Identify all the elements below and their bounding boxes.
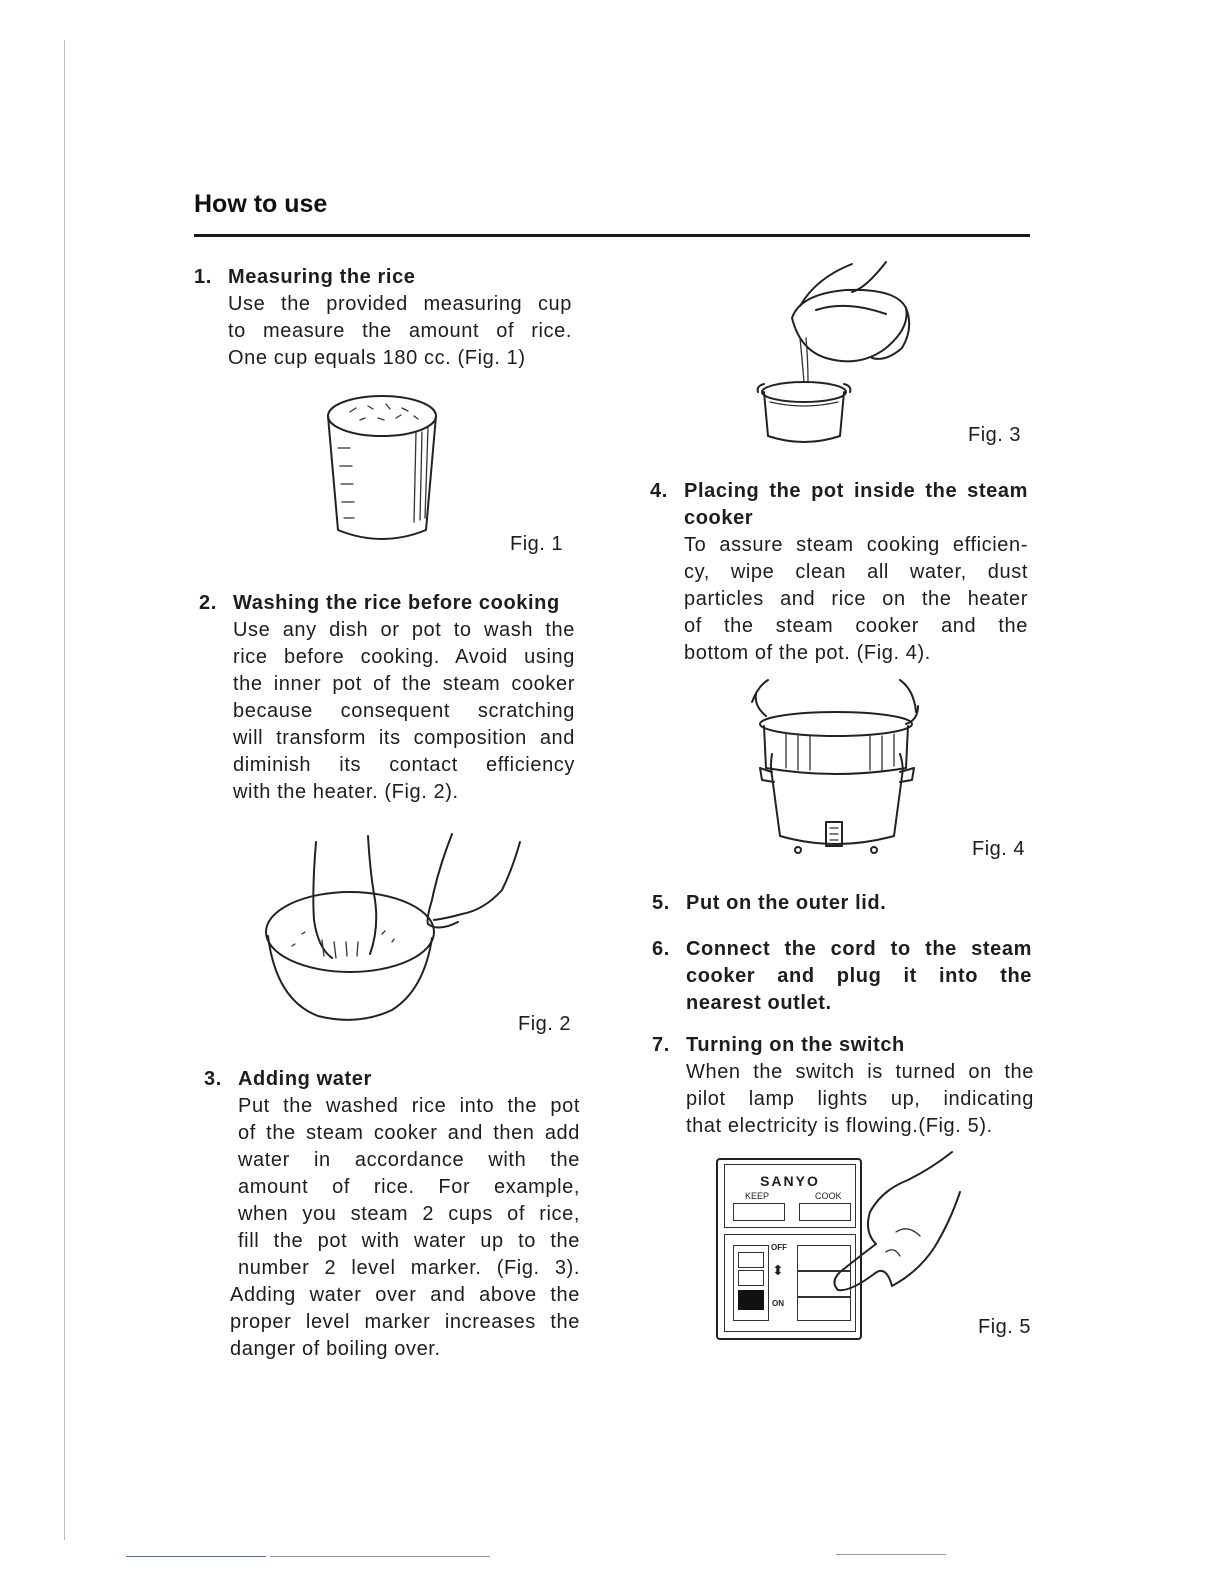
step-body-line: that electricity is flowing.(Fig. 5). xyxy=(686,1115,993,1137)
fig-5-label: Fig. 5 xyxy=(978,1316,1032,1338)
step-heading-line: cooker xyxy=(684,507,754,529)
step-body-line: particles and rice on the heater xyxy=(684,588,1028,610)
step-body-line: because consequent scratching xyxy=(233,700,575,722)
cook-label: COOK xyxy=(815,1191,842,1201)
step-body-line: of the steam cooker and then add xyxy=(238,1122,580,1144)
fig-3-label: Fig. 3 xyxy=(968,424,1022,446)
fig-4-label: Fig. 4 xyxy=(972,838,1026,860)
switch-segment xyxy=(738,1270,764,1286)
step-6 xyxy=(652,936,1032,1017)
step-body-line: pilot lamp lights up, indicating xyxy=(686,1088,1034,1110)
step-5 xyxy=(652,890,1028,917)
step-heading: Put on the outer lid. xyxy=(686,892,887,914)
step-heading: Measuring the rice xyxy=(228,266,416,288)
step-body-line: fill the pot with water up to the xyxy=(238,1230,580,1252)
step-body-line: with the heater. (Fig. 2). xyxy=(233,781,459,803)
step-body-line: number 2 level marker. (Fig. 3). xyxy=(238,1257,580,1279)
step-body-line: Adding water over and above the xyxy=(230,1284,580,1306)
scan-artifact-line xyxy=(270,1556,490,1557)
step-heading: Washing the rice before cooking xyxy=(233,592,560,614)
keep-label: KEEP xyxy=(745,1191,770,1201)
step-body-line: danger of boiling over. xyxy=(230,1338,441,1360)
step-body-line: Put the washed rice into the pot xyxy=(238,1095,580,1117)
step-body-line: cy, wipe clean all water, dust xyxy=(684,561,1028,583)
step-body-line: One cup equals 180 cc. (Fig. 1) xyxy=(228,347,526,369)
placing-pot-illustration xyxy=(750,676,930,862)
step-heading: Adding water xyxy=(238,1068,372,1090)
step-body-line: bottom of the pot. (Fig. 4). xyxy=(684,642,931,664)
step-heading-line: Connect the cord to the steam xyxy=(686,938,1032,960)
step-heading-line: Placing the pot inside the steam xyxy=(684,480,1028,502)
switch-segment xyxy=(738,1252,764,1268)
washing-bowl-illustration xyxy=(262,830,532,1030)
step-3 xyxy=(204,1066,580,1363)
step-body-line: diminish its contact efficiency xyxy=(233,754,575,776)
step-body-line: to measure the amount of rice. xyxy=(228,320,572,342)
pouring-water-illustration xyxy=(756,258,926,448)
step-heading-line: nearest outlet. xyxy=(686,992,832,1014)
fig-2-label: Fig. 2 xyxy=(518,1013,572,1035)
switch-knob[interactable] xyxy=(738,1290,764,1310)
step-body-line: amount of rice. For example, xyxy=(238,1176,580,1198)
measuring-cup-illustration xyxy=(320,392,450,552)
step-number: 5. xyxy=(652,892,670,914)
switch-slot[interactable] xyxy=(733,1245,769,1321)
step-body-line: To assure steam cooking efficien- xyxy=(684,534,1028,556)
step-body-line: Use the provided measuring cup xyxy=(228,293,572,315)
step-number: 1. xyxy=(194,266,212,288)
keep-lamp xyxy=(733,1203,785,1221)
step-number: 2. xyxy=(199,592,217,614)
off-label: OFF xyxy=(771,1243,787,1252)
step-body-line: Use any dish or pot to wash the xyxy=(233,619,575,641)
step-number: 6. xyxy=(652,938,670,960)
step-body-line: water in accordance with the xyxy=(238,1149,580,1171)
finger-pressing-switch-illustration xyxy=(820,1152,960,1302)
step-number: 7. xyxy=(652,1034,670,1056)
scan-artifact-line xyxy=(836,1554,946,1555)
brand-logo: SANYO xyxy=(760,1173,820,1189)
step-body-line: proper level marker increases the xyxy=(230,1311,580,1333)
step-body-line: rice before cooking. Avoid using xyxy=(233,646,575,668)
fig-1-label: Fig. 1 xyxy=(510,533,564,555)
step-body-line: When the switch is turned on the xyxy=(686,1061,1034,1083)
scan-artifact-line xyxy=(126,1556,266,1557)
step-body-line: the inner pot of the steam cooker xyxy=(233,673,575,695)
on-label: ON xyxy=(772,1299,784,1308)
step-body-line: of the steam cooker and the xyxy=(684,615,1028,637)
title-rule xyxy=(194,234,1030,237)
step-body-line: when you steam 2 cups of rice, xyxy=(238,1203,580,1225)
step-number: 4. xyxy=(650,480,668,502)
up-down-arrow-icon: ⬍ xyxy=(772,1262,784,1278)
page-title: How to use xyxy=(194,190,328,218)
step-heading-line: cooker and plug it into the xyxy=(686,965,1032,987)
step-2 xyxy=(199,590,575,806)
step-heading: Turning on the switch xyxy=(686,1034,905,1056)
scan-margin-line xyxy=(64,40,65,1540)
step-number: 3. xyxy=(204,1068,222,1090)
step-1 xyxy=(194,264,572,372)
step-body-line: will transform its composition and xyxy=(233,727,575,749)
step-7 xyxy=(652,1032,1034,1140)
step-4 xyxy=(650,478,1028,667)
